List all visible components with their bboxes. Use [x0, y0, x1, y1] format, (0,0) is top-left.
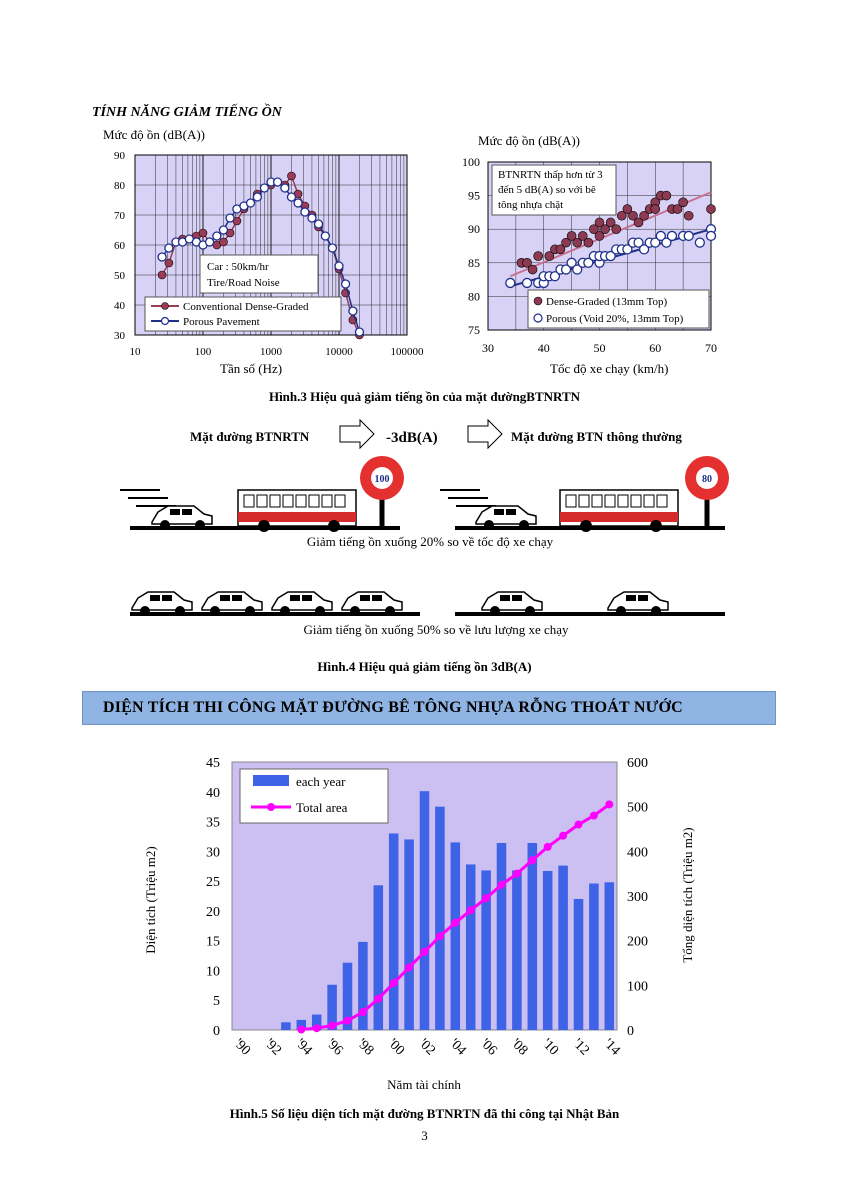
total-point	[575, 821, 583, 829]
bus-icon	[238, 490, 356, 532]
data-point	[335, 262, 343, 270]
data-point	[213, 232, 221, 240]
noise-speed-chart	[450, 125, 755, 380]
total-point	[436, 932, 444, 940]
y2tick-label: 0	[627, 1024, 634, 1039]
data-point	[226, 214, 234, 222]
data-point	[287, 172, 295, 180]
fig5-caption: Hình.5 Số liệu diện tích mặt đường BTNRTN đã thi công tại Nhật Bản	[229, 1106, 620, 1121]
right-chart-ylabel: Mức độ ồn (dB(A))	[478, 133, 581, 148]
ytick-label: 35	[206, 815, 220, 831]
data-point	[684, 231, 693, 240]
fig4-middle-label: -3dB(A)	[386, 430, 438, 446]
data-point	[349, 307, 357, 315]
fig4-illustration	[110, 418, 750, 648]
ytick-label: 30	[206, 845, 220, 861]
data-point	[679, 198, 688, 207]
ytick-label: 45	[206, 756, 220, 771]
ytick-label: 30	[114, 330, 125, 342]
left-chart-ylabel: Mức độ ồn (dB(A))	[103, 127, 206, 142]
bar	[543, 871, 553, 1030]
data-point	[695, 238, 704, 247]
xtick-label: '98	[354, 1036, 377, 1059]
total-point	[451, 919, 459, 927]
ytick-label: 5	[213, 994, 220, 1010]
data-point	[612, 225, 621, 234]
data-point	[199, 229, 207, 237]
speed-lines-icon	[440, 490, 496, 506]
data-point	[253, 193, 261, 201]
bar	[528, 843, 538, 1030]
ytick-label: 90	[114, 150, 125, 162]
total-point	[544, 843, 552, 851]
arrow-right-icon-1	[340, 420, 374, 448]
xtick-label: '92	[261, 1036, 284, 1059]
fig4-caption: Hình.4 Hiệu quả giảm tiếng ồn 3dB(A)	[317, 659, 532, 674]
ytick-label: 70	[114, 210, 125, 222]
right-note-line3: tông nhựa chặt	[498, 199, 564, 211]
xtick-label: '12	[569, 1036, 592, 1059]
left-annotation-line1: Car : 50km/hr	[207, 261, 269, 273]
data-point	[707, 205, 716, 214]
data-point	[321, 232, 329, 240]
total-point	[498, 881, 506, 889]
right-note-line2: đến 5 dB(A) so với bê	[498, 184, 596, 196]
data-point	[165, 244, 173, 252]
area-left-yticks	[206, 756, 220, 1039]
y2tick-label: 100	[627, 979, 648, 995]
bar	[466, 864, 476, 1030]
data-point	[667, 231, 676, 240]
fig3-caption: Hình.3 Hiệu quả giảm tiếng ồn của mặt đườngBTNRTN	[268, 389, 581, 404]
bar	[435, 807, 445, 1030]
ytick-label: 90	[468, 222, 480, 237]
y2tick-label: 500	[627, 800, 648, 816]
total-point	[528, 856, 536, 864]
right-note-line1: BTNRTN thấp hơn từ 3	[498, 169, 603, 181]
area-y2label: Tổng diện tích (Triệu m2)	[680, 827, 695, 963]
ytick-label: 15	[206, 934, 220, 950]
data-point	[206, 238, 214, 246]
bar	[558, 866, 568, 1030]
ytick-label: 100	[462, 155, 480, 169]
data-point	[287, 193, 295, 201]
total-point	[344, 1017, 352, 1025]
total-point	[328, 1022, 336, 1030]
fig4-left-label: Mặt đường BTNRTN	[190, 429, 310, 444]
xtick-label: '10	[538, 1036, 562, 1059]
data-point	[584, 238, 593, 247]
total-point	[421, 948, 429, 956]
data-point	[281, 184, 289, 192]
data-point	[219, 238, 227, 246]
bar	[574, 899, 584, 1030]
bar	[451, 842, 461, 1030]
total-point	[590, 812, 598, 820]
ytick-label: 80	[468, 289, 480, 304]
y2tick-label: 400	[627, 845, 648, 861]
data-point	[301, 208, 309, 216]
noise-frequency-chart	[95, 125, 440, 380]
page-number: 3	[421, 1128, 428, 1143]
data-point	[662, 191, 671, 200]
left-annotation-line2: Tire/Road Noise	[207, 277, 280, 289]
xtick-label: 100	[194, 346, 212, 358]
ytick-label: 75	[468, 323, 480, 337]
area-right-yticks	[627, 756, 648, 1039]
total-point	[482, 894, 490, 902]
right-chart-xlabel: Tốc độ xe chạy (km/h)	[550, 361, 669, 376]
xtick-label: '04	[446, 1036, 469, 1059]
xtick-label: 40	[537, 341, 550, 355]
xtick-label: '08	[508, 1036, 531, 1059]
ytick-label: 40	[206, 785, 220, 801]
data-point	[528, 265, 537, 274]
section-banner	[82, 691, 776, 725]
bar	[281, 1022, 291, 1030]
speed-sign-100-icon	[360, 456, 404, 528]
data-point	[219, 226, 227, 234]
bar	[420, 791, 430, 1030]
y2tick-label: 300	[627, 890, 648, 905]
data-point	[506, 278, 515, 287]
ytick-label: 0	[213, 1024, 220, 1039]
bar	[358, 942, 368, 1030]
data-point	[158, 271, 166, 279]
ytick-label: 10	[206, 964, 220, 980]
ytick-label: 85	[468, 255, 480, 270]
xtick-label: 30	[482, 341, 494, 355]
data-point	[260, 184, 268, 192]
xtick-label: 50	[593, 341, 606, 355]
data-point	[355, 328, 363, 336]
y2tick-label: 600	[627, 756, 648, 771]
data-point	[328, 244, 336, 252]
right-chart-yticks	[462, 155, 480, 337]
xtick-label: '14	[600, 1036, 623, 1059]
xtick-label: '90	[230, 1036, 254, 1059]
arrow-right-icon-2	[468, 420, 502, 448]
bar	[374, 885, 384, 1030]
total-point	[605, 800, 613, 808]
speed-sign-80-icon	[685, 456, 729, 528]
left-legend-porous: Porous Pavement	[183, 316, 260, 328]
fig4-speed-text: Giảm tiếng ồn xuống 20% so về tốc độ xe chạy	[306, 534, 554, 549]
total-point	[467, 906, 475, 914]
ytick-label: 95	[468, 188, 480, 203]
left-chart-yticks	[114, 150, 126, 342]
left-chart-xlabel: Tần số (Hz)	[220, 361, 283, 376]
bar	[404, 839, 414, 1030]
total-point	[313, 1024, 321, 1032]
sign-right-text: 80	[702, 474, 712, 485]
total-point	[405, 963, 413, 971]
xtick-label: '06	[477, 1036, 500, 1059]
ytick-label: 25	[206, 875, 220, 891]
data-point	[534, 252, 543, 261]
bar	[512, 870, 522, 1030]
data-point	[165, 259, 173, 267]
total-point	[374, 995, 382, 1003]
ytick-label: 40	[114, 300, 125, 312]
section-title: TÍNH NĂNG GIẢM TIẾNG ỒN	[92, 105, 282, 120]
right-legend-dense: Dense-Graded (13mm Top)	[546, 296, 668, 308]
data-point	[342, 280, 350, 288]
area-xticks	[231, 1036, 623, 1058]
right-legend-porous: Porous (Void 20%, 13mm Top)	[546, 313, 684, 325]
xtick-label: '00	[384, 1036, 408, 1059]
xtick-label: 70	[705, 341, 717, 355]
data-point	[308, 214, 316, 222]
xtick-label: 10000	[325, 346, 353, 358]
area-xlabel: Năm tài chính	[387, 1077, 461, 1092]
xtick-label: '96	[323, 1036, 346, 1059]
total-point	[390, 979, 398, 987]
xtick-label: 100000	[390, 346, 424, 358]
data-point	[523, 278, 532, 287]
data-point	[684, 211, 693, 220]
data-point	[294, 199, 302, 207]
bus-icon	[560, 490, 678, 532]
data-point	[274, 178, 282, 186]
data-point	[651, 205, 660, 214]
legend-each-year: each year	[296, 774, 346, 789]
sign-left-text: 100	[374, 474, 390, 485]
speed-lines-icon	[120, 490, 176, 506]
bar	[589, 883, 599, 1030]
fig4-volume-text: Giảm tiếng ồn xuống 50% so về lưu lượng xe chạy	[303, 622, 569, 637]
data-point	[707, 231, 716, 240]
bar	[389, 833, 399, 1030]
data-point	[247, 199, 255, 207]
xtick-label: 1000	[260, 346, 282, 358]
area-ylabel: Diện tích (Triệu m2)	[143, 846, 158, 954]
bar	[497, 843, 507, 1030]
ytick-label: 50	[114, 270, 125, 282]
xtick-label: '02	[415, 1036, 438, 1059]
y2tick-label: 200	[627, 934, 648, 950]
xtick-label: 10	[129, 346, 141, 358]
left-chart-xticks	[130, 346, 425, 358]
ytick-label: 20	[206, 904, 220, 920]
total-point	[513, 870, 521, 878]
left-legend-dense: Conventional Dense-Graded	[183, 301, 309, 313]
total-point	[359, 1008, 367, 1016]
right-chart-xticks	[482, 341, 717, 355]
xtick-label: 60	[649, 341, 662, 355]
legend-bar-swatch	[253, 775, 289, 786]
ytick-label: 60	[114, 240, 125, 252]
xtick-label: '94	[292, 1036, 315, 1059]
banner-text: DIỆN TÍCH THI CÔNG MẶT ĐƯỜNG BÊ TÔNG NHỰA RỖNG THOÁT NƯỚC	[103, 699, 683, 716]
data-point	[315, 220, 323, 228]
area-chart	[135, 745, 715, 1105]
ytick-label: 80	[114, 180, 125, 192]
total-point	[297, 1026, 305, 1034]
legend-total-area: Total area	[296, 800, 348, 815]
fig4-right-label: Mặt đường BTN thông thường	[511, 429, 682, 444]
total-point	[559, 832, 567, 840]
data-point	[158, 253, 166, 261]
bar	[605, 882, 615, 1030]
